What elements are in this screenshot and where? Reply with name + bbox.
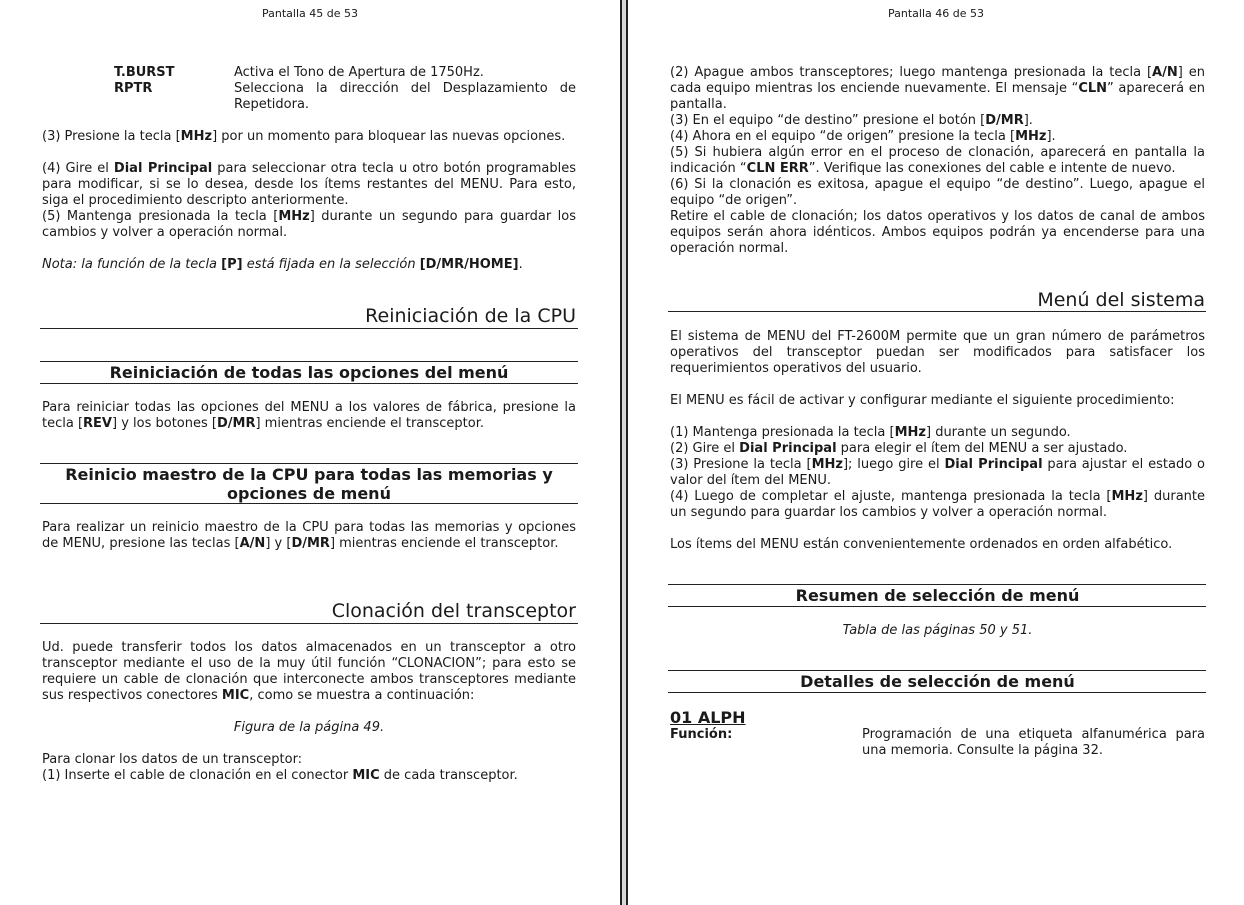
function-label: Función:	[670, 727, 733, 742]
function-desc: Programación de una etiqueta alfanumérica para una memoria. Consulte la página 32.	[862, 727, 1205, 758]
divider	[668, 670, 1206, 671]
cpu-title: Reiniciación de la CPU	[365, 305, 576, 327]
page-header: Pantalla 46 de 53	[888, 7, 984, 20]
divider	[40, 328, 578, 329]
menu-step-1: (1) Mantenga presionada la tecla [MHz] durante un segundo.	[670, 425, 1071, 440]
page-right	[626, 0, 1244, 905]
reset-menu-title: Reiniciación de todas las opciones del menú	[109, 363, 509, 382]
summary-table-ref: Tabla de las páginas 50 y 51.	[842, 623, 1033, 638]
note: Nota: la función de la tecla [P] está fijada en la selección [D/MR/HOME].	[42, 257, 523, 272]
tburst-desc: Activa el Tono de Apertura de 1750Hz.	[234, 65, 484, 80]
step-4: (4) Gire el Dial Principal para seleccionar otra tecla u otro botón programables para modificar, si se lo desea, desde los ítems restantes del MENU. Para esto, siga el procedimiento descripto anteriormente.	[42, 161, 576, 208]
menu-step-4: (4) Luego de completar el ajuste, mantenga presionada la tecla [MHz] durante un segundo para guardar los cambios y volver a operación normal.	[670, 489, 1205, 520]
clone-step-4: (4) Ahora en el equipo “de origen” presione la tecla [MHz].	[670, 129, 1056, 144]
divider	[40, 503, 578, 504]
divider	[40, 361, 578, 362]
clone-step-1: (1) Inserte el cable de clonación en el conector MIC de cada transceptor.	[42, 768, 518, 783]
step-3: (3) Presione la tecla [MHz] por un momento para bloquear las nuevas opciones.	[42, 129, 566, 144]
tburst-key: T.BURST	[114, 65, 175, 80]
divider	[668, 584, 1206, 585]
clone-step-5: (5) Si hubiera algún error en el proceso de clonación, aparecerá en pantalla la indicación “CLN ERR”. Verifique las conexiones del cable e intente de nuevo.	[670, 145, 1205, 176]
clone-steps-intro: Para clonar los datos de un transceptor:	[42, 752, 303, 767]
divider	[40, 383, 578, 384]
clone-title: Clonación del transceptor	[331, 600, 576, 622]
page-header: Pantalla 45 de 53	[262, 7, 358, 20]
figure-ref: Figura de la página 49.	[233, 720, 385, 735]
divider	[668, 692, 1206, 693]
reset-menu-text: Para reiniciar todas las opciones del MENU a los valores de fábrica, presione la tecla [REV] y los botones [D/MR] mientras enciende el transceptor.	[42, 400, 576, 431]
menu-step-2: (2) Gire el Dial Principal para elegir el ítem del MENU a ser ajustado.	[670, 441, 1128, 456]
system-menu-title: Menú del sistema	[1037, 289, 1205, 311]
rptr-desc: Selecciona la dirección del Desplazamiento de Repetidora.	[234, 81, 576, 112]
menu-order-note: Los ítems del MENU están convenientemente ordenados en orden alfabético.	[670, 537, 1173, 552]
menu-item-title: 01 ALPH	[670, 708, 746, 727]
summary-title: Resumen de selección de menú	[795, 586, 1080, 605]
menu-step-3: (3) Presione la tecla [MHz]; luego gire el Dial Principal para ajustar el estado o valor del ítem del MENU.	[670, 457, 1205, 488]
divider	[40, 623, 578, 624]
system-intro: El sistema de MENU del FT-2600M permite que un gran número de parámetros operativos del transceptor puedan ser modificados para satisfacer los requerimientos operativos del usuario.	[670, 329, 1205, 376]
clone-text: Ud. puede transferir todos los datos almacenados en un transceptor a otro transceptor mediante el uso de la muy útil función “CLONACION”; para esto se requiere un cable de clonación que interconecte ambos transceptores mediante sus respectivos conectores MIC, como se muestra a continuación:	[42, 640, 576, 703]
divider	[40, 463, 578, 464]
divider	[668, 311, 1206, 312]
clone-step-2: (2) Apague ambos transceptores; luego mantenga presionada la tecla [A/N] en cada equipo mientras los enciende nuevamente. El mensaje “CLN” aparecerá en pantalla.	[670, 65, 1205, 112]
master-reset-text: Para realizar un reinicio maestro de la CPU para todas las memorias y opciones de MENU, presione las teclas [A/N] y [D/MR] mientras enciende el transceptor.	[42, 520, 576, 551]
details-title: Detalles de selección de menú	[800, 672, 1075, 691]
divider	[668, 606, 1206, 607]
clone-final: Retire el cable de clonación; los datos operativos y los datos de canal de ambos equipos serán ahora idénticos. Ambos equipos podrán ya encenderse para una operación normal.	[670, 209, 1205, 256]
clone-step-6: (6) Si la clonación es exitosa, apague el equipo “de destino”. Luego, apague el equipo “de origen”.	[670, 177, 1205, 208]
master-reset-title: Reinicio maestro de la CPU para todas las memorias y opciones de menú	[65, 465, 553, 503]
clone-step-3: (3) En el equipo “de destino” presione el botón [D/MR].	[670, 113, 1033, 128]
rptr-key: RPTR	[114, 81, 153, 96]
system-procedure-intro: El MENU es fácil de activar y configurar mediante el siguiente procedimiento:	[670, 393, 1175, 408]
step-5: (5) Mantenga presionada la tecla [MHz] durante un segundo para guardar los cambios y volver a operación normal.	[42, 209, 576, 240]
